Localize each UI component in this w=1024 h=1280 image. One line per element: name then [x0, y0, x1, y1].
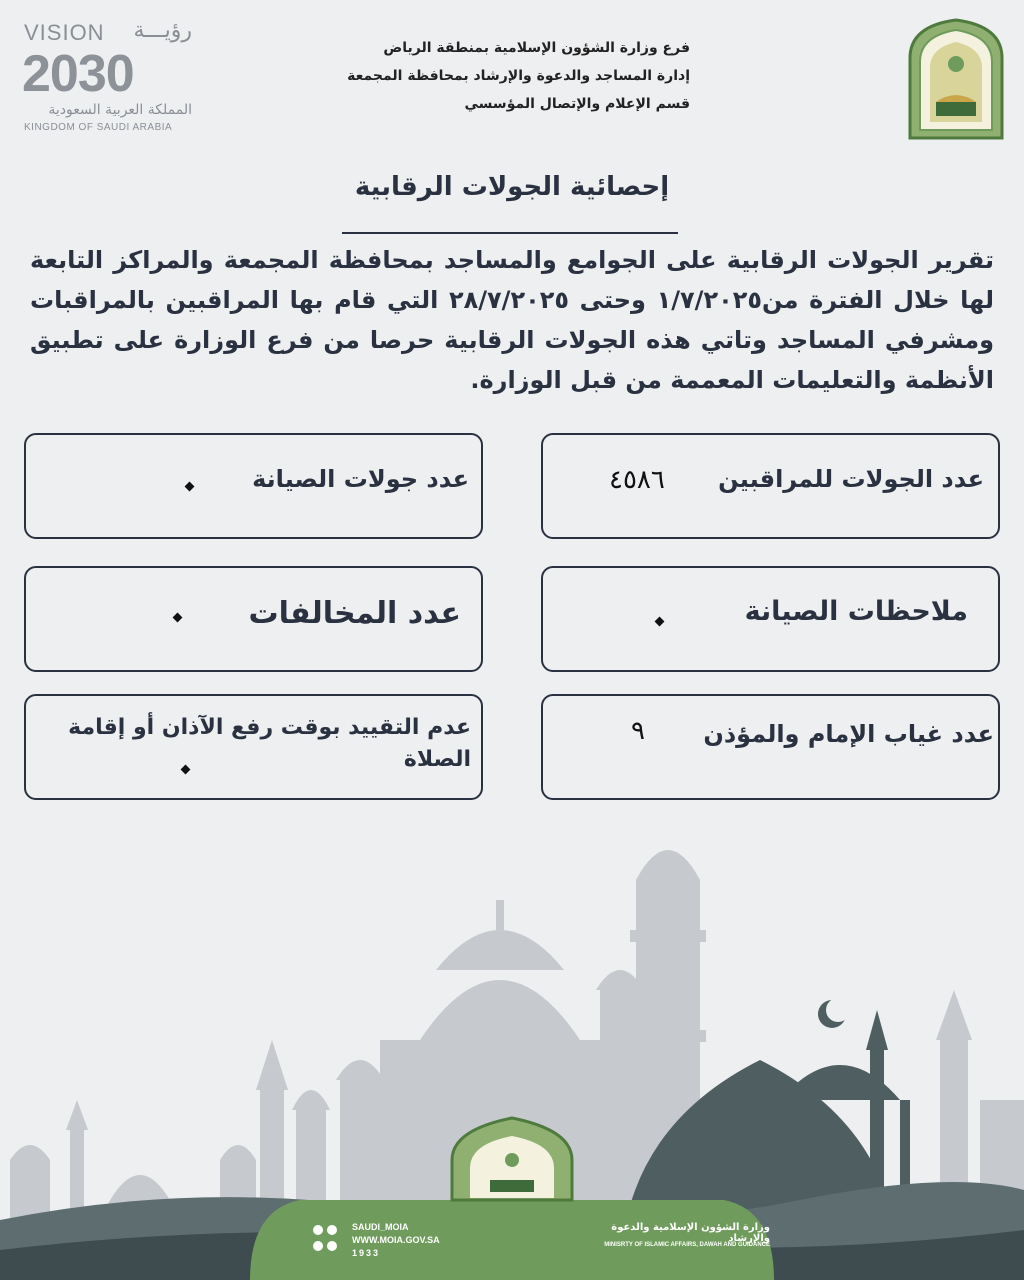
stat-card-inspector-rounds: [541, 433, 1000, 539]
stat-label: ملاحظات الصيانة: [744, 596, 968, 627]
stat-value: ٩: [631, 716, 645, 746]
vision-arabic-word: رؤيـــة: [133, 18, 192, 43]
intro-paragraph: تقرير الجولات الرقابية على الجوامع والمساجد بمحافظة المجمعة والمراكز التابعة لها خلال الفترة من١/٧/٢٠٢٥ وحتى ٢٨/٧/٢٠٢٥ التي قام بها المراقبين بالمراقبات ومشرفي المساجد وتاتي هذه الجولات الرقابية حرصا من فرع الوزارة على تطبيق الأنظمة والتعليمات المعممة من قبل الوزارة.: [30, 246, 994, 394]
bullet-icon: [173, 613, 183, 623]
bullet-icon: [655, 617, 665, 627]
vision-word: VISION: [24, 20, 105, 45]
vision-year: 2030: [22, 45, 134, 103]
stat-label: عدم التقييد بوقت رفع الآذان أو إقامة الصلاة: [68, 715, 471, 772]
footer-ministry-ar: وزارة الشؤون الإسلامية والدعوة والإرشاد: [611, 1222, 770, 1244]
header-line-3: قسم الإعلام والإتصال المؤسسي: [464, 96, 690, 112]
footer-handle: SAUDI_MOIA: [352, 1222, 409, 1232]
stat-card-imam-absence: [541, 694, 1000, 800]
vision-kingdom-ar: المملكة العربية السعودية: [48, 102, 192, 118]
footer-year: 1933: [352, 1248, 381, 1258]
header-lines: [330, 34, 690, 118]
stat-label: عدد غياب الإمام والمؤذن: [703, 720, 994, 748]
vision-kingdom-en: KINGDOM OF SAUDI ARABIA: [24, 122, 173, 133]
header-line-1: فرع وزارة الشؤون الإسلامية بمنطقة الرياض: [383, 40, 690, 56]
stat-label: عدد الجولات للمراقبين: [718, 465, 984, 493]
stat-label: عدد المخالفات: [248, 596, 461, 631]
stat-card-violations: [24, 566, 483, 672]
mosque-silhouette-illustration: [0, 800, 1024, 1280]
stat-label: عدد جولات الصيانة: [252, 465, 469, 493]
title-underline: [342, 232, 678, 234]
stat-value: ٤٥٨٦: [609, 465, 665, 495]
page-title: إحصائية الجولات الرقابية: [354, 172, 670, 202]
stat-card-prayer-timing: [24, 694, 483, 800]
header-line-2: إدارة المساجد والدعوة والإرشاد بمحافظة المجمعة: [347, 68, 690, 84]
stat-card-maintenance-notes: [541, 566, 1000, 672]
footer-website: WWW.MOIA.GOV.SA: [352, 1235, 440, 1245]
footer-ministry-en: MINISRTY OF ISLAMIC AFFAIRS, DAWAH AND GUIDANCE: [604, 1242, 770, 1248]
bullet-icon: [185, 482, 195, 492]
stat-card-maintenance-rounds: [24, 433, 483, 539]
vision-2030-logo: [22, 18, 202, 138]
ministry-crest-icon: [906, 18, 1006, 142]
